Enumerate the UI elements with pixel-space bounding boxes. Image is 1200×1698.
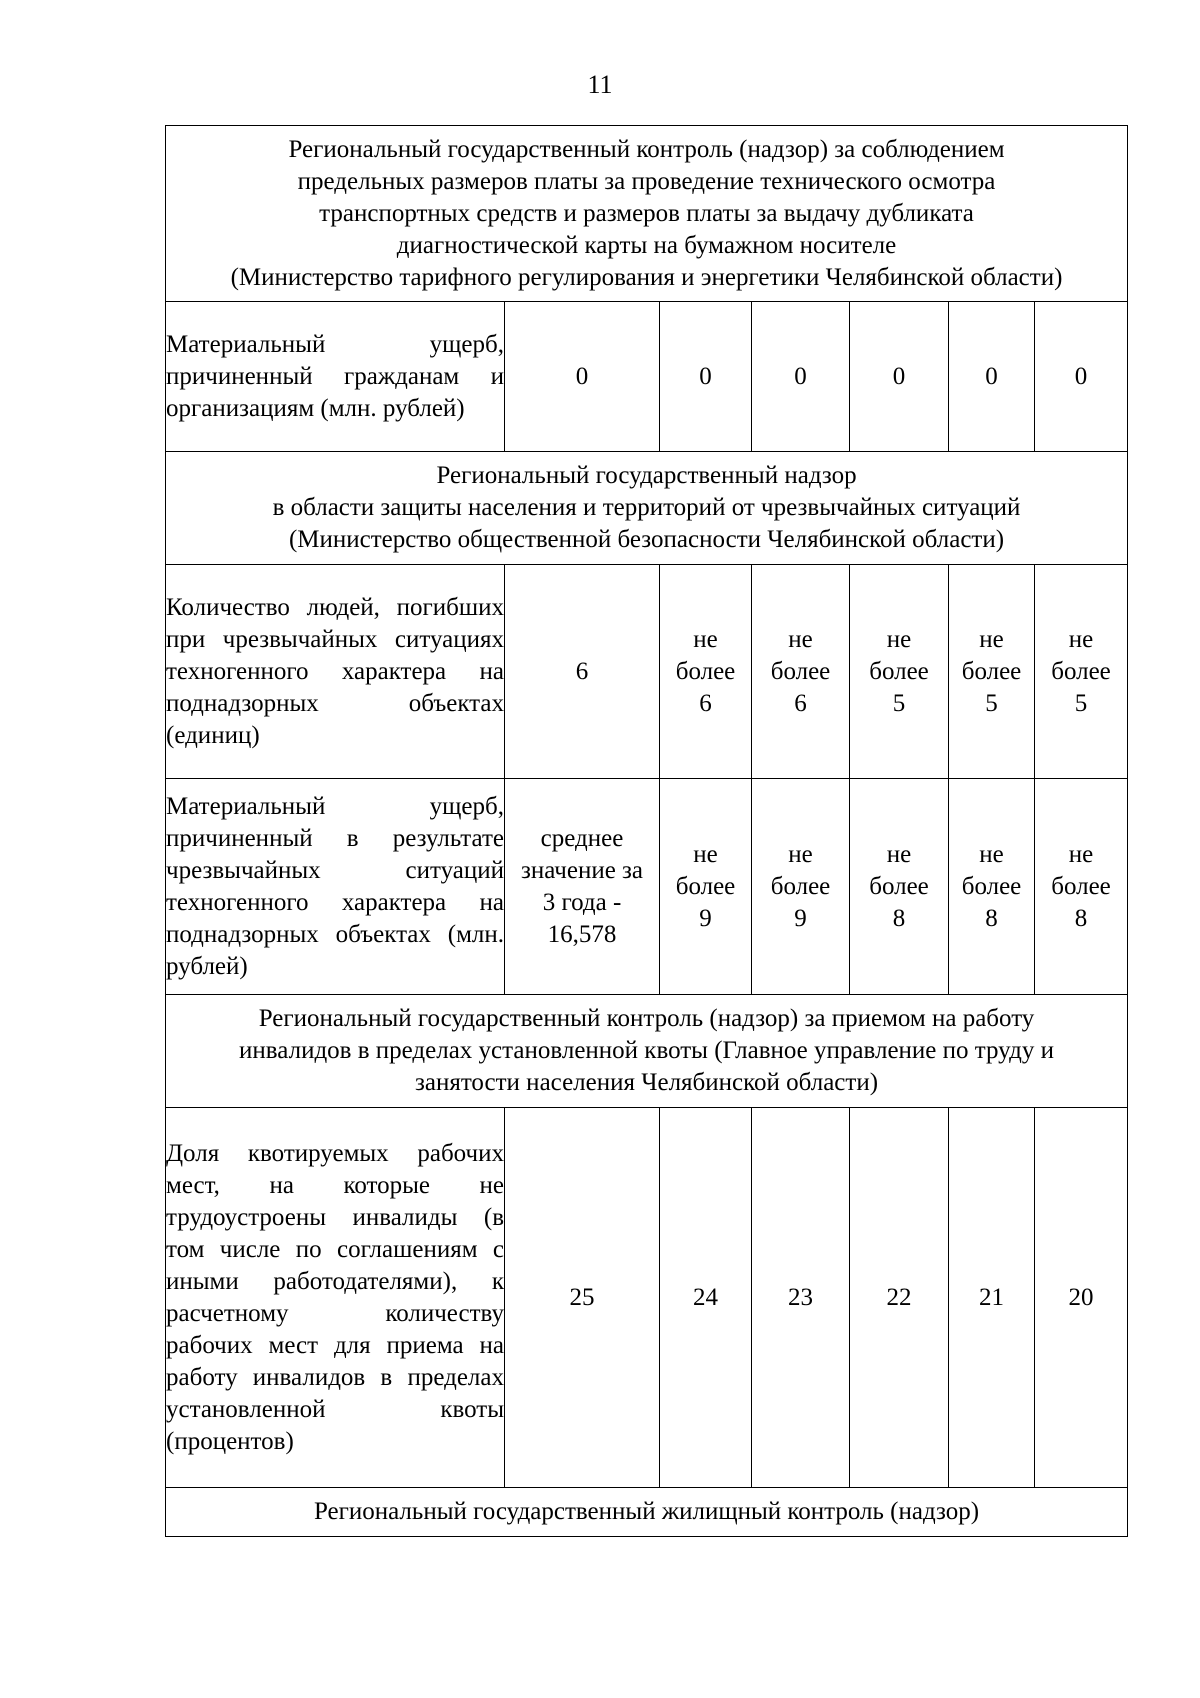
value-line: не: [979, 840, 1004, 868]
section-header-row: [166, 995, 1128, 1108]
indicator-value: [850, 1108, 949, 1488]
section-title-line: диагностической карты на бумажном носителе: [396, 231, 897, 259]
indicator-label: Доля квотируемых рабочих мест, на которые не трудоустроены инвалиды (в том числе по соглашениям с иными работодателями), к расчетному количеству рабочих мест для приема на работу инвалидов в пределах установленной квоты (процентов): [166, 1108, 505, 1488]
section-title: [166, 1488, 1128, 1537]
value-line: 0: [1074, 362, 1088, 390]
value-line: не: [693, 840, 718, 868]
indicator-value: [850, 779, 949, 995]
value-line: 6: [794, 689, 807, 717]
value-line: 6: [575, 657, 589, 685]
indicator-value: [505, 302, 660, 452]
section-header-row: [166, 1488, 1128, 1537]
value-line: 0: [794, 362, 807, 390]
value-line: более: [961, 657, 1022, 685]
indicators-table: [165, 125, 1128, 1537]
value-line: более: [1051, 872, 1111, 900]
indicator-value: [752, 565, 850, 779]
value-line: более: [869, 657, 929, 685]
value-line: более: [1051, 657, 1111, 685]
value-line: 9: [699, 904, 712, 932]
value-line: 3 года -: [542, 888, 622, 916]
value-line: более: [770, 872, 831, 900]
indicator-value: [1035, 1108, 1128, 1488]
value-line: 6: [699, 689, 712, 717]
section-header-row: [166, 126, 1128, 302]
indicator-value: [752, 302, 850, 452]
section-title-line: (Министерство общественной безопасности Челябинской области): [288, 526, 1005, 553]
section-title-line: Региональный государственный контроль (надзор) за приемом на работу: [258, 1005, 1035, 1032]
section-title-line: занятости населения Челябинской области): [414, 1069, 879, 1096]
indicator-value: [660, 302, 752, 452]
indicator-value: [949, 302, 1035, 452]
value-line: не: [886, 840, 912, 868]
indicator-value: [1035, 302, 1128, 452]
section-title: [166, 995, 1128, 1108]
table-row: [166, 1108, 1128, 1488]
indicator-value: [949, 1108, 1035, 1488]
indicator-label: Материальный ущерб, причиненный в результате чрезвычайных ситуаций техногенного характера на поднадзорных объектах (млн. рублей): [166, 779, 505, 995]
indicator-value: [949, 565, 1035, 779]
indicator-value: [850, 302, 949, 452]
value-line: не: [1068, 625, 1094, 653]
value-line: более: [675, 657, 736, 685]
value-line: 24: [693, 1283, 718, 1311]
value-line: 8: [892, 904, 906, 932]
indicator-value: [505, 1108, 660, 1488]
value-line: 0: [892, 362, 906, 390]
indicator-value: [752, 1108, 850, 1488]
indicator-value: [505, 779, 660, 995]
value-line: значение за: [520, 856, 644, 884]
value-line: не: [788, 840, 813, 868]
indicator-value: [660, 565, 752, 779]
indicator-value: [660, 1108, 752, 1488]
indicator-value: [505, 565, 660, 779]
indicator-label: Количество людей, погибших при чрезвычайных ситуациях техногенного характера на поднадзорных объектах (единиц): [166, 565, 505, 779]
section-title: [166, 452, 1128, 565]
section-title-line: транспортных средств и размеров платы за выдачу дубликата: [319, 199, 974, 227]
indicator-value: [850, 565, 949, 779]
section-title-line: в области защиты населения и территорий от чрезвычайных ситуаций: [272, 494, 1021, 521]
section-title: [166, 126, 1128, 302]
value-line: 23: [788, 1283, 813, 1311]
value-line: не: [886, 625, 912, 653]
indicator-label: Материальный ущерб, причиненный гражданам и организациям (млн. рублей): [166, 302, 505, 452]
value-line: 8: [1074, 904, 1088, 932]
section-title-line: Региональный государственный контроль (надзор) за соблюдением: [288, 135, 1005, 163]
value-line: среднее: [540, 824, 624, 852]
indicator-value: [949, 779, 1035, 995]
value-line: более: [961, 872, 1022, 900]
value-line: 22: [886, 1283, 912, 1311]
section-title-line: предельных размеров платы за проведение технического осмотра: [297, 167, 996, 195]
value-line: более: [675, 872, 736, 900]
indicator-value: [1035, 565, 1128, 779]
value-line: 16,578: [547, 920, 617, 948]
value-line: 0: [575, 362, 589, 390]
section-title-line: Региональный государственный жилищный контроль (надзор): [313, 1498, 980, 1525]
table-row: [166, 779, 1128, 995]
value-line: 0: [985, 362, 998, 390]
section-title-line: Региональный государственный надзор: [436, 462, 857, 489]
indicator-value: [660, 779, 752, 995]
value-line: не: [979, 625, 1004, 653]
value-line: не: [788, 625, 813, 653]
value-line: 0: [699, 362, 712, 390]
value-line: более: [770, 657, 831, 685]
value-line: 25: [569, 1283, 595, 1311]
value-line: не: [1068, 840, 1094, 868]
value-line: 8: [985, 904, 998, 932]
value-line: 9: [794, 904, 807, 932]
section-title-line: инвалидов в пределах установленной квоты (Главное управление по труду и: [239, 1037, 1054, 1064]
section-header-row: [166, 452, 1128, 565]
value-line: 20: [1068, 1283, 1094, 1311]
value-line: 5: [892, 689, 906, 717]
indicator-value: [752, 779, 850, 995]
value-line: не: [693, 625, 718, 653]
indicator-value: [1035, 779, 1128, 995]
value-line: 5: [1074, 689, 1088, 717]
table-row: [166, 302, 1128, 452]
value-line: 21: [979, 1283, 1004, 1311]
value-line: более: [869, 872, 929, 900]
table-row: [166, 565, 1128, 779]
value-line: 5: [985, 689, 998, 717]
page-number: 11: [587, 70, 613, 99]
section-title-line: (Министерство тарифного регулирования и энергетики Челябинской области): [230, 263, 1063, 291]
